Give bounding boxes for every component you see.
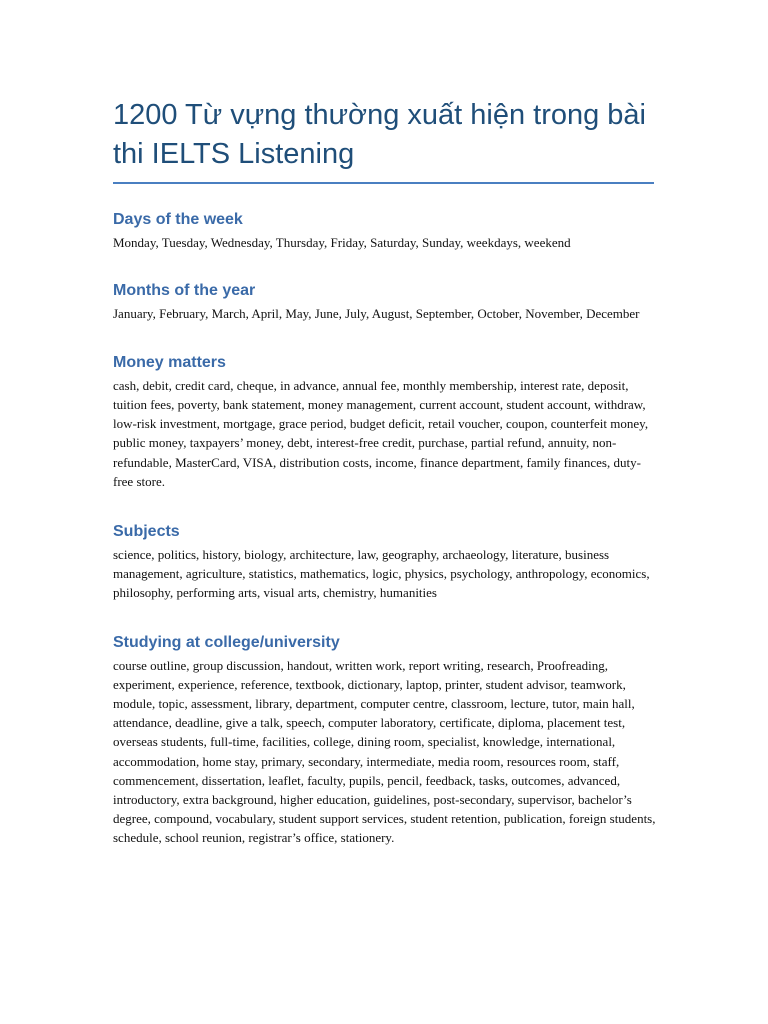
section-months-of-the-year	[113, 280, 658, 323]
section-body: Monday, Tuesday, Wednesday, Thursday, Friday, Saturday, Sunday, weekdays, weekend	[113, 235, 571, 250]
section-heading: Months of the year	[113, 282, 256, 300]
section-body: course outline, group discussion, handout, written work, report writing, research, Proofreading, experiment, experience, reference, textbook, dictionary, laptop, printer, student advisor, teamwork, module, topic, assessment, library, department, computer centre, classroom, lecture, tutor, main hall, attendance, deadline, give a talk, speech, computer laboratory, certificate, diploma, placement test, overseas students, full-time, facilities, college, dining room, specialist, knowledge, international, accommodation, home stay, primary, secondary, intermediate, media room, resources room, staff, commencement, dissertation, leaflet, faculty, pupils, pencil, feedback, tasks, outcomes, advanced, introductory, extra background, higher education, guidelines, post-secondary, supervisor, bachelor’s degree, compound, vocabulary, student support services, student retention, publication, foreign students, schedule, school reunion, registrar’s office, stationery.	[113, 658, 656, 845]
section-subjects	[113, 521, 658, 602]
section-heading: Subjects	[113, 522, 180, 540]
section-days-of-the-week	[113, 209, 658, 252]
section-money-matters	[113, 352, 658, 491]
section-body: science, politics, history, biology, architecture, law, geography, archaeology, literature, business management, agriculture, statistics, mathematics, logic, physics, psychology, anthropology, economics, philosophy, performing arts, visual arts, chemistry, humanities	[113, 546, 650, 600]
section-body: cash, debit, credit card, cheque, in advance, annual fee, monthly membership, interest rate, deposit, tuition fees, poverty, bank statement, money management, current account, student account, withdraw, low-risk investment, mortgage, grace period, budget deficit, retail voucher, coupon, counterfeit money, public money, taxpayers’ money, debt, interest-free credit, purchase, partial refund, annuity, non-refundable, MasterCard, VISA, distribution costs, income, finance department, family finances, duty-free store.	[113, 378, 649, 489]
section-heading: Studying at college/university	[113, 634, 340, 652]
section-heading: Money matters	[113, 354, 226, 372]
section-body: January, February, March, April, May, June, July, August, September, October, November, December	[113, 306, 640, 322]
section-heading: Days of the week	[113, 211, 243, 228]
document-title: 1200 Từ vựng thường xuất hiện trong bài thi IELTS Listening	[113, 96, 654, 184]
document-page	[113, 96, 658, 847]
section-studying-at-college-university	[113, 632, 658, 847]
